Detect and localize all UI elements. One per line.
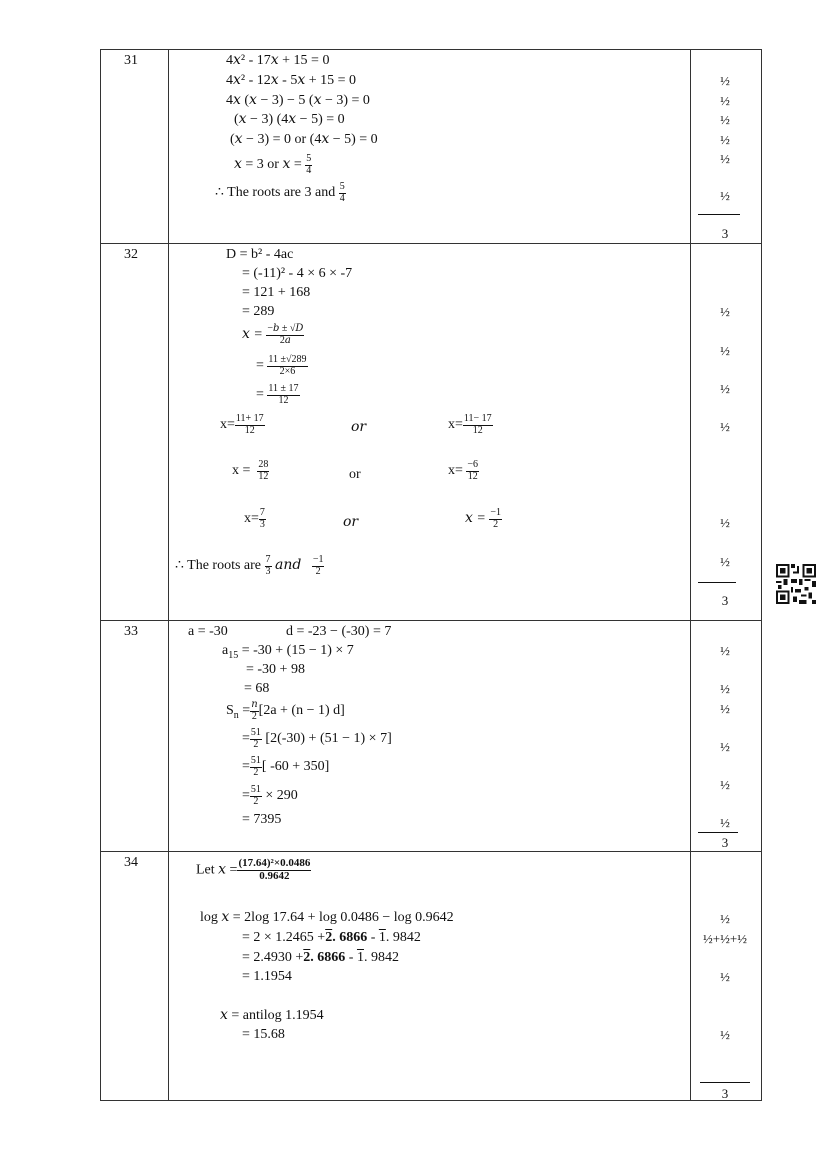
- fraction: $\frac{-6}{12}$: [467, 459, 479, 482]
- step-line: = 1.1954: [242, 969, 292, 984]
- fraction: $\frac{\text{(17.64)²×0.0486}}{0.9642}$: [238, 857, 311, 882]
- total-mark: 3: [721, 593, 729, 608]
- equals: =: [238, 703, 251, 719]
- step-line: [242, 931, 421, 945]
- mark: ½: [720, 681, 730, 696]
- term-symbol: a: [222, 643, 229, 658]
- total-rule: [698, 832, 738, 833]
- sum-expression: [2(-30) + (51 − 1) × 7]: [265, 731, 392, 747]
- equals: =: [256, 358, 264, 374]
- quadratic-formula: $\frac{\text{−𝑏 ± √𝐷}}{\text{2𝑎}}$: [267, 323, 304, 346]
- bar-characteristic: 1: [356, 950, 364, 965]
- step-line: [234, 154, 312, 176]
- mark: ½: [720, 1027, 730, 1042]
- step-line: [226, 700, 345, 722]
- formula-line: [242, 324, 304, 346]
- or-text: 𝑜𝑟: [351, 420, 367, 435]
- roots-statement: [215, 182, 346, 204]
- mark: ½: [720, 112, 730, 127]
- mark: ½: [720, 554, 730, 569]
- step-line: = 289: [242, 304, 275, 319]
- formula-line: [220, 414, 265, 436]
- formula-line: [448, 460, 479, 482]
- minus: -: [367, 930, 379, 945]
- term-expression: = -30 + (15 − 1) × 7: [238, 643, 354, 658]
- question-number: 32: [124, 247, 138, 262]
- step-line: = -30 + 98: [246, 662, 305, 677]
- step-line: (𝑥 − 3) = 0 or (4𝑥 − 5) = 0: [230, 132, 378, 147]
- mark: ½: [720, 188, 730, 203]
- roots-text: ∴ The roots are: [175, 558, 262, 574]
- bar-characteristic: 2: [303, 950, 311, 965]
- step-line: [242, 756, 329, 778]
- step-line: log 𝑥 = 2log 17.64 + log 0.0486 − log 0.9642: [200, 910, 454, 925]
- step-line: [222, 644, 354, 661]
- formula-line: [448, 414, 493, 436]
- formula-line: [244, 508, 266, 530]
- fraction: $\frac{11- 17}{12}$: [463, 413, 492, 436]
- formula-line: [256, 384, 300, 406]
- fraction: $\frac{5}{4}$: [306, 153, 312, 176]
- sum-symbol: S: [226, 703, 234, 719]
- log-expression: = 2.4930 +: [242, 950, 304, 965]
- log-expression: = 2 × 1.2465 +: [242, 930, 326, 945]
- question-number: 33: [124, 624, 138, 639]
- given-d: d = -23 − (-30) = 7: [286, 624, 392, 639]
- fraction: $\frac{5}{4}$: [339, 181, 345, 204]
- mantissa: . 9842: [363, 950, 399, 965]
- sum-expression: [ -60 + 350]: [261, 759, 330, 775]
- x-equals: 𝑥 =: [242, 327, 263, 343]
- step-line: [242, 785, 298, 807]
- fraction: $\frac{-1}{2}$: [490, 507, 501, 530]
- total-mark: 3: [721, 226, 729, 241]
- mark: ½: [720, 93, 730, 108]
- mark: ½: [720, 777, 730, 792]
- step-line: = 68: [244, 681, 270, 696]
- equals: =: [242, 731, 250, 747]
- fraction: $\frac{28}{12}$: [258, 459, 269, 482]
- equals: =: [242, 788, 250, 804]
- mark: ½: [720, 73, 730, 88]
- fraction: $\frac{11 \pm√289}{2\times 6}$: [268, 354, 307, 377]
- mark: ½+½+½: [703, 931, 747, 946]
- mark: ½: [720, 132, 730, 147]
- step-line: (𝑥 − 3) (4𝑥 − 5) = 0: [234, 112, 345, 127]
- step-line: = 7395: [242, 812, 282, 827]
- step-line: 4𝑥² - 12𝑥 - 5𝑥 + 15 = 0: [226, 73, 356, 88]
- step-line: D = b² - 4ac: [226, 247, 294, 262]
- mark: ½: [720, 911, 730, 926]
- mark: ½: [720, 343, 730, 358]
- x-equals: x=: [220, 417, 235, 433]
- formula-line: [232, 460, 269, 482]
- roots-statement: [175, 555, 324, 577]
- mantissa: . 6866: [310, 950, 346, 965]
- x-equals: x=: [244, 511, 259, 527]
- solution-text: 𝑥 = 3 or 𝑥 =: [234, 157, 302, 173]
- x-equals: 𝑥 =: [465, 511, 486, 527]
- mark: ½: [720, 151, 730, 166]
- equals: =: [256, 387, 264, 403]
- roots-text: ∴ The roots are 3 and: [215, 185, 336, 201]
- qr-code-icon: [776, 564, 816, 604]
- equals: =: [242, 759, 250, 775]
- total-rule: [700, 1082, 750, 1083]
- sum-subscript: n: [233, 710, 239, 722]
- and-text: 𝑎𝑛𝑑: [275, 558, 302, 574]
- step-line: 4𝑥² - 17𝑥 + 15 = 0: [226, 53, 330, 68]
- total-mark: 3: [721, 1086, 729, 1101]
- fraction: $\frac{11+ 17}{12}$: [235, 413, 264, 436]
- step-line: 𝑥 = antilog 1.1954: [220, 1008, 324, 1023]
- mark: ½: [720, 969, 730, 984]
- mark: ½: [720, 381, 730, 396]
- step-line: = 121 + 168: [242, 285, 311, 300]
- mantissa: . 9842: [385, 930, 421, 945]
- step-line: = 15.68: [242, 1027, 285, 1042]
- fraction: $\frac{11 \pm 17}{12}$: [268, 383, 299, 406]
- formula-line: [465, 508, 502, 530]
- total-mark: 3: [721, 835, 729, 850]
- or-text: 𝑜𝑟: [343, 515, 359, 530]
- fraction: $\frac{-1}{2}$: [312, 554, 324, 577]
- question-number: 31: [124, 53, 138, 68]
- let-text: Let 𝑥 =: [196, 862, 238, 878]
- total-rule: [698, 582, 736, 583]
- x-equals: x=: [448, 463, 463, 479]
- term-subscript: 15: [228, 649, 239, 661]
- x-equals: x=: [448, 417, 463, 433]
- fraction: $\frac{51}{2}$: [250, 727, 261, 750]
- given-a: a = -30: [188, 624, 228, 639]
- x-equals: x =: [232, 463, 251, 479]
- fraction: $\frac{51}{2}$: [250, 755, 261, 778]
- fraction: $\frac{51}{2}$: [250, 784, 261, 807]
- mark: ½: [720, 515, 730, 530]
- or-text: or: [349, 467, 361, 482]
- total-rule: [698, 214, 740, 215]
- step-line: [242, 951, 399, 965]
- sum-expression: [2a + (n − 1) d]: [258, 703, 345, 719]
- minus: -: [345, 950, 357, 965]
- step-line: [242, 728, 392, 750]
- sum-expression: × 290: [265, 788, 298, 804]
- question-number: 34: [124, 855, 138, 870]
- let-statement: [196, 858, 311, 882]
- fraction: $\frac{7}{3}$: [259, 507, 265, 530]
- formula-line: [256, 355, 308, 377]
- mark: ½: [720, 815, 730, 830]
- fraction: $\frac{7}{3}$: [265, 554, 271, 577]
- bar-characteristic: 1: [378, 930, 386, 945]
- step-line: = (-11)² - 4 × 6 × -7: [242, 266, 353, 281]
- mark: ½: [720, 643, 730, 658]
- bar-characteristic: 2: [325, 930, 333, 945]
- mark: ½: [720, 739, 730, 754]
- mark: ½: [720, 419, 730, 434]
- mantissa: . 6866: [332, 930, 368, 945]
- mark: ½: [720, 701, 730, 716]
- fraction: $\frac{\text{𝑛}}{2}$: [251, 699, 258, 722]
- step-line: 4𝑥 (𝑥 − 3) − 5 (𝑥 − 3) = 0: [226, 93, 370, 108]
- mark: ½: [720, 304, 730, 319]
